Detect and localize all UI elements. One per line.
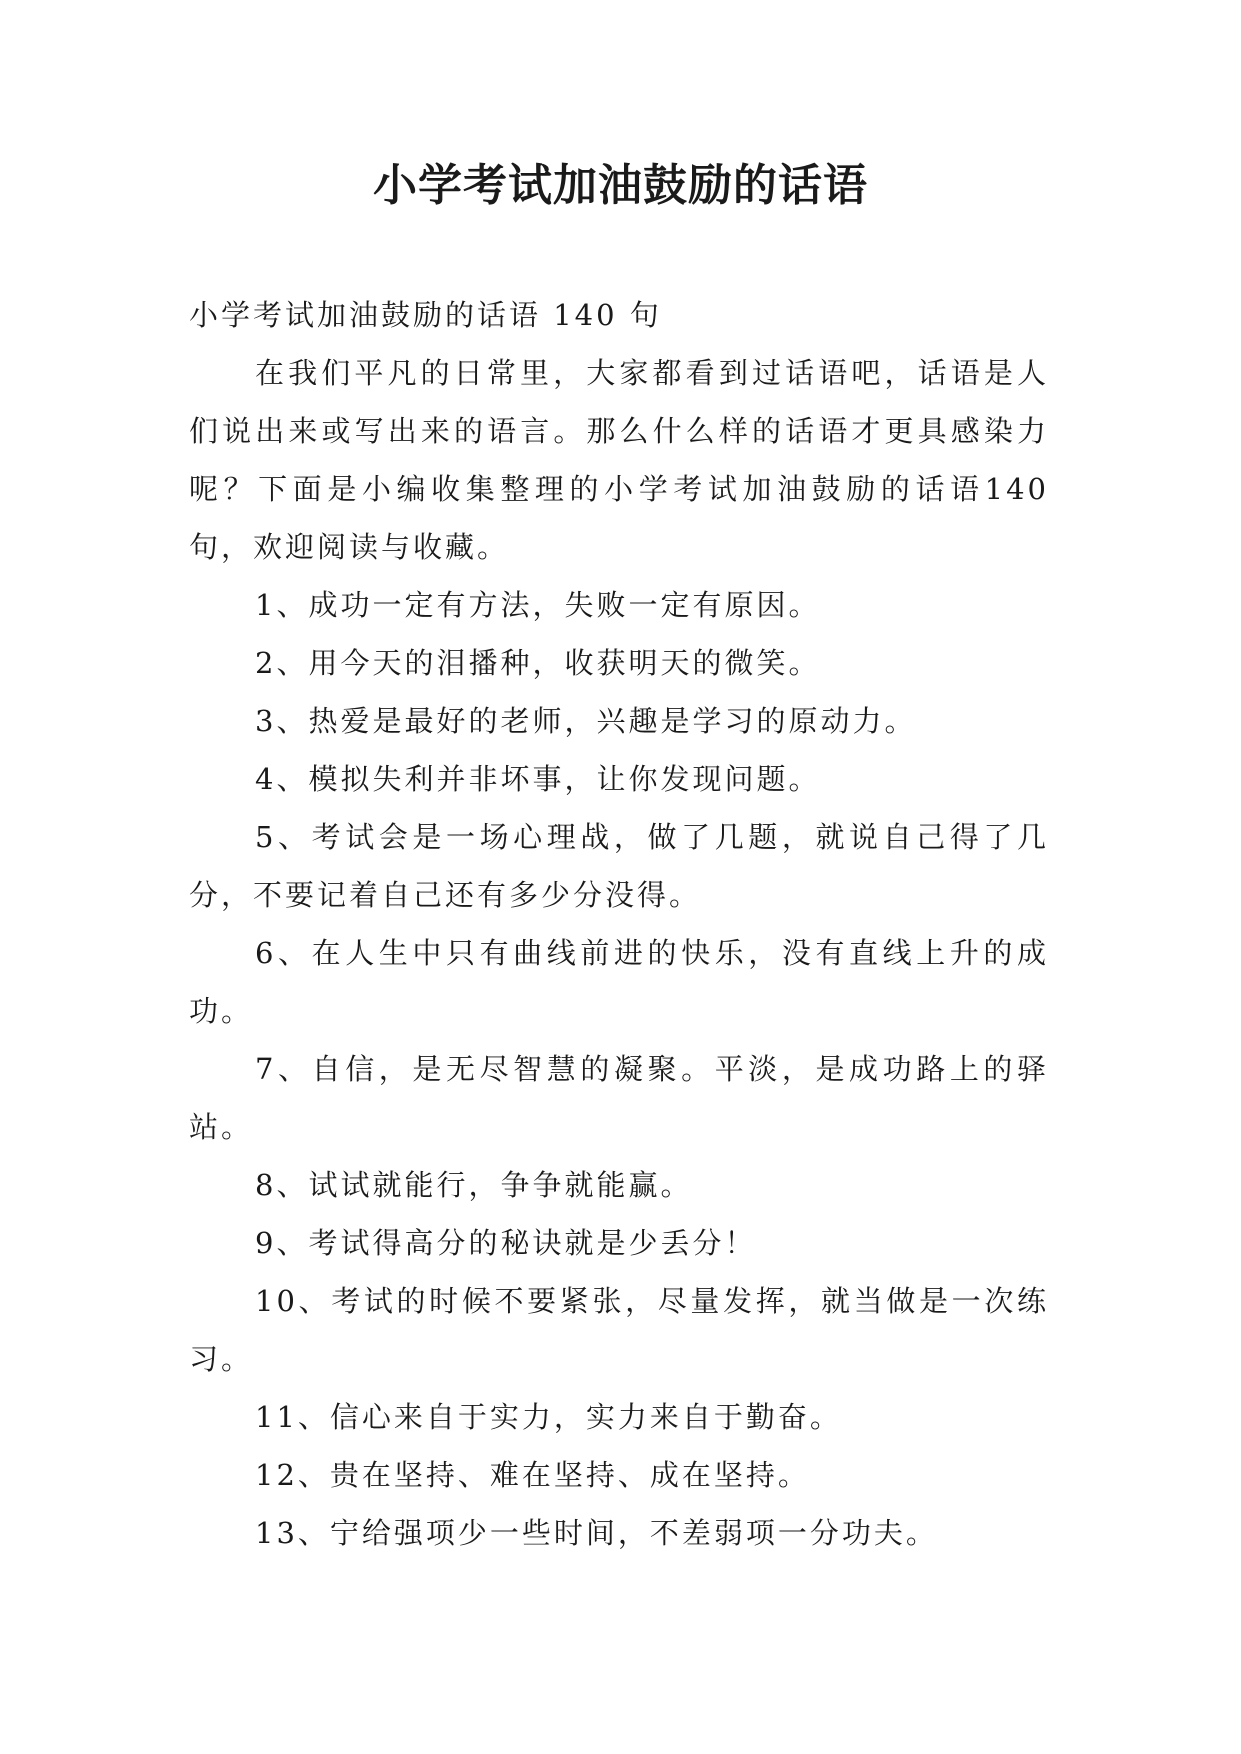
list-item: 3、热爱是最好的老师，兴趣是学习的原动力。 [255, 704, 917, 738]
list-item: 8、试试就能行，争争就能赢。 [255, 1168, 693, 1202]
list-item: 11、信心来自于实力，实力来自于勤奋。 [255, 1400, 842, 1434]
list-item: 9、考试得高分的秘诀就是少丢分！ [255, 1226, 757, 1260]
document-title: 小学考试加油鼓励的话语 [373, 160, 868, 211]
list-item: 1、成功一定有方法，失败一定有原因。 [255, 588, 821, 622]
list-item: 6、在人生中只有曲线前进的快乐，没有直线上升的成功。 [189, 936, 1049, 1028]
list-item: 2、用今天的泪播种，收获明天的微笑。 [255, 646, 821, 680]
list-item: 12、贵在坚持、难在坚持、成在坚持。 [255, 1458, 810, 1492]
list-item: 10、考试的时候不要紧张，尽量发挥，就当做是一次练习。 [189, 1284, 1049, 1376]
document-body [189, 286, 1049, 1562]
list-item: 7、自信，是无尽智慧的凝聚。平淡，是成功路上的驿站。 [189, 1052, 1049, 1144]
intro-paragraph: 在我们平凡的日常里，大家都看到过话语吧，话语是人们说出来或写出来的语言。那么什么样的话语才更具感染力呢？下面是小编收集整理的小学考试加油鼓励的话语140句，欢迎阅读与收藏。 [189, 356, 1049, 564]
list-item: 13、宁给强项少一些时间，不差弱项一分功夫。 [255, 1516, 938, 1550]
document-subtitle: 小学考试加油鼓励的话语 140 句 [189, 298, 662, 332]
list-item: 4、模拟失利并非坏事，让你发现问题。 [255, 762, 821, 796]
list-item: 5、考试会是一场心理战，做了几题，就说自己得了几分，不要记着自己还有多少分没得。 [189, 820, 1049, 912]
